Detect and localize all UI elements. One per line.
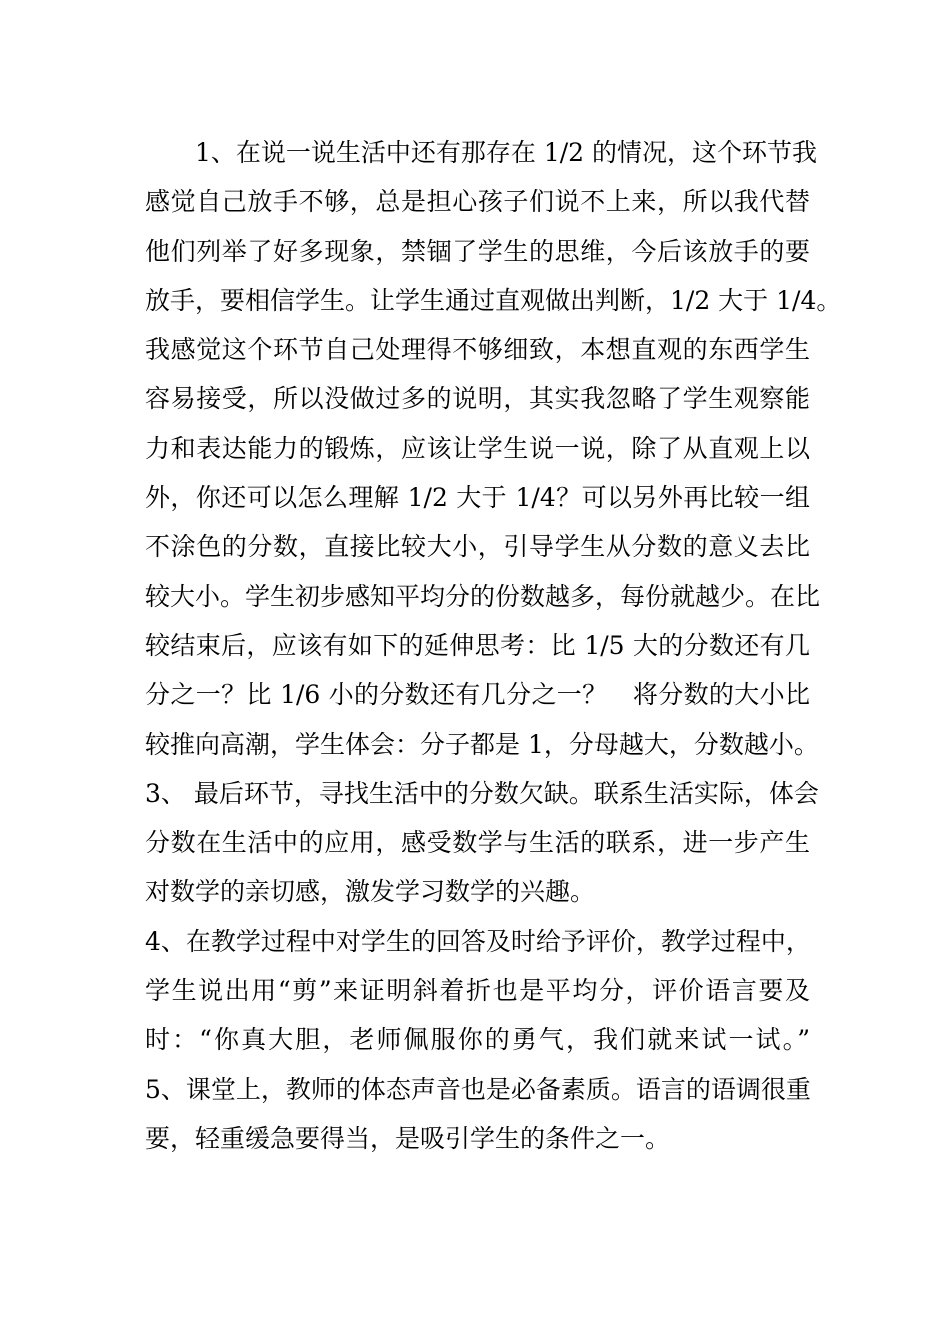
text-line: 5、课堂上，教师的体态声音也是必备素质。语言的语调很重: [145, 1074, 811, 1104]
text-line: 学生说出用“剪”来证明斜着折也是平均分，评价语言要及: [145, 976, 810, 1006]
text-line: 他们列举了好多现象，禁锢了学生的思维，今后该放手的要: [145, 236, 810, 266]
text-line: 外，你还可以怎么理解 1/2 大于 1/4？可以另外再比较一组: [145, 483, 810, 513]
text-line: 较大小。学生初步感知平均分的份数越多，每份就越少。在比: [145, 581, 821, 611]
text-line: 较结束后，应该有如下的延伸思考：比 1/5 大的分数还有几: [145, 630, 810, 660]
text-line: 我感觉这个环节自己处理得不够细致，本想直观的东西学生: [145, 335, 810, 365]
text-line: 1、在说一说生活中还有那存在 1/2 的情况，这个环节我: [195, 138, 818, 167]
text-line: 3、 最后环节，寻找生活中的分数欠缺。联系生活实际，体会: [145, 778, 819, 808]
text-line: 容易接受，所以没做过多的说明，其实我忽略了学生观察能: [145, 384, 810, 414]
text-line: 感觉自己放手不够，总是担心孩子们说不上来，所以我代替: [145, 187, 810, 217]
text-line: 要，轻重缓急要得当，是吸引学生的条件之一。: [145, 1123, 671, 1153]
text-line: 力和表达能力的锻炼，应该让学生说一说，除了从直观上以: [145, 433, 810, 463]
text-line: 不涂色的分数，直接比较大小，引导学生从分数的意义去比: [145, 532, 810, 562]
text-line: 分之一？比 1/6 小的分数还有几分之一？ 将分数的大小比: [145, 680, 810, 710]
text-line: 较推向高潮，学生体会：分子都是 1，分母越大，分数越小。: [145, 729, 819, 759]
text-line: 时：“你真大胆，老师佩服你的勇气，我们就来试一试。”: [145, 1025, 810, 1055]
text-line: 放手，要相信学生。让学生通过直观做出判断，1/2 大于 1/4。: [145, 285, 842, 315]
text-line: 分数在生活中的应用，感受数学与生活的联系，进一步产生: [145, 828, 810, 858]
text-line: 4、在教学过程中对学生的回答及时给予评价，教学过程中，: [145, 926, 811, 956]
body-text: [145, 128, 842, 1163]
text-line: 对数学的亲切感，激发学习数学的兴趣。: [145, 877, 596, 907]
